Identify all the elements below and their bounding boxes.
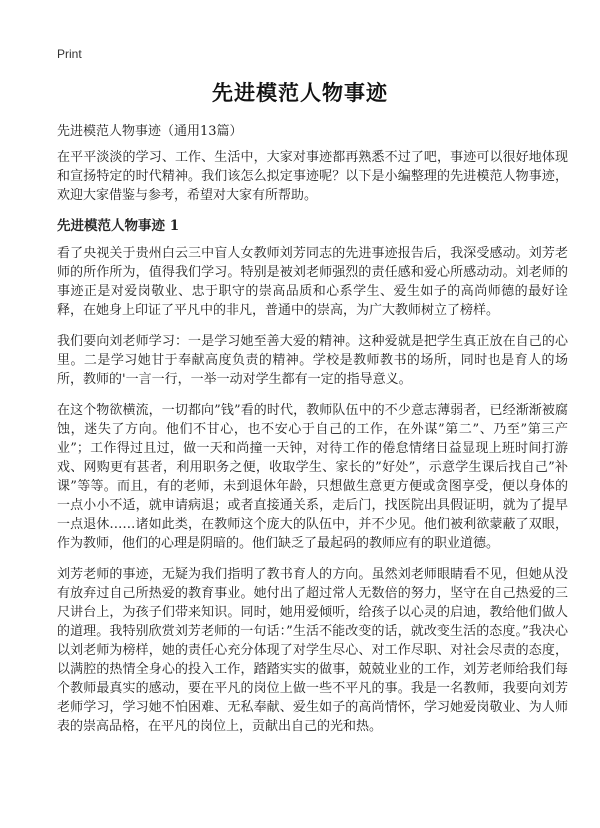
section-heading: 先进模范人物事迹 1 — [57, 218, 180, 234]
page-title: 先进模范人物事迹 — [212, 80, 388, 105]
intro-paragraph: 在平平淡淡的学习、工作、生活中，大家对事迹都再熟悉不过了吧，事迹可以很好地体现和宣扬特定的时代精神。我们该怎么拟定事迹呢？以下是小编整理的先进模范人物事迹，欢迎大家借鉴与参考，希望对大家有所帮助。 — [57, 150, 568, 203]
body-paragraph: 刘芳老师的事迹，无疑为我们指明了教书育人的方向。虽然刘老师眼睛看不见，但她从没有放弃过自己所热爱的教育事业。她付出了超过常人无数倍的努力，坚守在自己热爱的三尺讲台上，为孩子们带来知识。同时，她用爱倾听，给孩子以心灵的启迪，教给他们做人的道理。我特别欣赏刘芳老师的一句话：”生活不能改变的话，就改变生活的态度。”我决心以刘老师为榜样，她的责任心充分体现了对学生尽心、对工作尽职、对社会尽责的态度，以满腔的热情全身心的投入工作，踏踏实实的做事，兢兢业业的工作，刘芳老师给我们每个教师最真实的感动，要在平凡的岗位上做一些不平凡的事。我是一名教师，我要向刘芳老师学习，学习她不怕困难、无私奉献、爱生如子的高尚情怀，学习她爱岗敬业、为人师表的崇高品格，在平凡的岗位上，贡献出自己的光和热。 — [57, 567, 568, 734]
body-paragraph: 看了央视关于贵州白云三中盲人女教师刘芳同志的先进事迹报告后，我深受感动。刘芳老师的所作所为，值得我们学习。特别是被刘老师强烈的责任感和爱心所感动动。刘老师的事迹正是对爱岗敬业、忠于职守的崇高品质和心系学生、爱生如子的高尚师德的最好诠释，在她身上印证了平凡中的非凡，普通中的崇高，为广大教师树立了榜样。 — [57, 246, 568, 318]
document-subtitle: 先进模范人物事迹（通用13篇） — [57, 124, 243, 139]
document-body — [57, 148, 568, 748]
print-link[interactable]: Print — [57, 47, 82, 61]
body-paragraph: 我们要向刘老师学习：一是学习她至善大爱的精神。这种爱就是把学生真正放在自己的心里。二是学习她甘于奉献高度负责的精神。学校是教师教书的场所，同时也是育人的场所，教师的'一言一行，一举一动对学生都有一定的指导意义。 — [57, 334, 568, 387]
body-paragraph: 在这个物欲横流，一切都向”钱”看的时代，教师队伍中的不少意志薄弱者，已经渐渐被腐蚀，迷失了方向。他们不甘心，也不安心于自己的工作，在外谋”第二”、乃至”第三产业”；工作得过且过，做一天和尚撞一天钟，对待工作的倦怠情绪日益显现上班时间打游戏、网购更有甚者，利用职务之便，收取学生、家长的”好处”，示意学生课后找自己”补课”等等。而且，有的老师，未到退休年龄，只想做生意更方便或贪图享受，便以身体的一点小小不适，就申请病退；或者直接通关系，走后门，找医院出具假证明，就为了提早一点退休……诸如此类，在教师这个庞大的队伍中，并不少见。他们被利欲蒙蔽了双眼，作为教师，他们的心理是阴暗的。他们缺乏了最起码的教师应有的职业道德。 — [57, 403, 568, 551]
